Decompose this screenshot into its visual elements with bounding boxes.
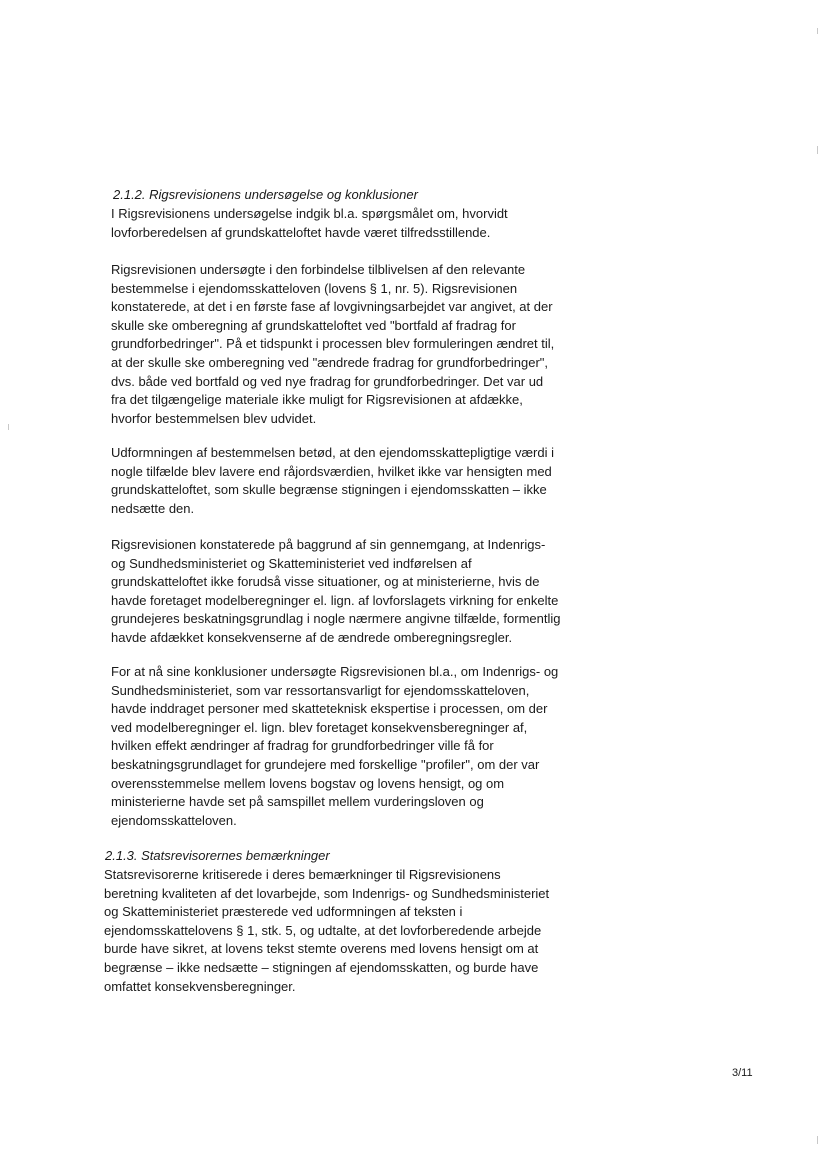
paragraph-3 bbox=[111, 444, 554, 518]
scan-mark bbox=[817, 1136, 818, 1144]
text-line: havde foretaget modelberegninger el. lign. af lovforslagets virkning for enkelte bbox=[111, 592, 559, 608]
text-line: nedsætte den. bbox=[111, 500, 195, 516]
paragraph-4 bbox=[111, 536, 560, 648]
text-line: Sundhedsministeriet, som var ressortansvarligt for ejendomsskatteloven, bbox=[111, 682, 530, 698]
page-number: 3/11 bbox=[732, 1067, 753, 1079]
text-line: hvorfor bestemmelsen blev udvidet. bbox=[111, 410, 317, 426]
text-line: at der skulle ske omberegning ved "ændrede fradrag for grundforbedringer", bbox=[111, 354, 549, 370]
text-line: Rigsrevisionen undersøgte i den forbindelse tilblivelsen af den relevante bbox=[111, 262, 526, 277]
scan-mark bbox=[817, 146, 818, 154]
text-line: burde have sikret, at lovens tekst stemte overens med lovens hensigt om at bbox=[104, 941, 539, 957]
text-line: ministerierne havde set på samspillet mellem vurderingsloven og bbox=[111, 794, 484, 810]
text-line: dvs. både ved bortfald og ved nye fradrag for grundforbedringer. Det var ud bbox=[111, 373, 544, 389]
text-line: beskatningsgrundlaget for grundejere med forskellige "profiler", om der var bbox=[111, 756, 540, 772]
section-heading-2-1-3: 2.1.3. Statsrevisorernes bemærkninger bbox=[105, 848, 330, 863]
paragraph-6 bbox=[104, 866, 549, 996]
text-line: grundskatteloftet ikke forudså visse situationer, og at ministerierne, hvis de bbox=[111, 574, 540, 590]
text-line: grundskatteloftet, som skulle begrænse stigningen i ejendomsskatten – ikke bbox=[111, 482, 547, 498]
scan-mark bbox=[8, 424, 9, 430]
text-line: For at nå sine konklusioner undersøgte Rigsrevisionen bl.a., om Indenrigs- og bbox=[111, 664, 559, 679]
text-line: Statsrevisorerne kritiserede i deres bemærkninger til Rigsrevisionens bbox=[104, 867, 501, 882]
text-line: og Sundhedsministeriet og Skatteministeriet ved indførelsen af bbox=[111, 555, 472, 571]
text-line: grundejeres beskatningsgrundlag i nogle nærmere angivne tilfælde, formentlig bbox=[111, 611, 561, 627]
paragraph-5 bbox=[111, 663, 558, 830]
text-line: og Skatteministeriet præsterede ved udformningen af teksten i bbox=[104, 904, 463, 920]
text-line: havde inddraget personer med skatteteknisk ekspertise i processen, om der bbox=[111, 701, 548, 717]
text-line: lovforberedelsen af grundskatteloftet havde været tilfredsstillende. bbox=[111, 224, 491, 240]
text-line: grundforbedringer". På et tidspunkt i processen blev formuleringen ændret til, bbox=[111, 336, 555, 352]
text-line: beretning kvaliteten af det lovarbejde, som Indenrigs- og Sundhedsministeriet bbox=[104, 885, 550, 901]
text-line: ejendomsskatteloven. bbox=[111, 812, 237, 828]
text-line: Rigsrevisionen konstaterede på baggrund af sin gennemgang, at Indenrigs- bbox=[111, 537, 546, 552]
text-line: omfattet konsekvensberegninger. bbox=[104, 978, 296, 994]
text-line: nogle tilfælde blev lavere end råjordsværdien, hvilket ikke var hensigten med bbox=[111, 463, 552, 479]
text-line: bestemmelse i ejendomsskatteloven (lovens § 1, nr. 5). Rigsrevisionen bbox=[111, 280, 518, 296]
text-line: hvilken effekt ændringer af fradrag for grundforbedringer ville få for bbox=[111, 738, 494, 754]
text-line: havde afdækket konsekvenserne af de ændrede omberegningsregler. bbox=[111, 629, 513, 645]
text-line: konstaterede, at det i en første fase af lovgivningsarbejdet var angivet, at der bbox=[111, 299, 553, 315]
text-line: ejendomsskattelovens § 1, stk. 5, og udtalte, at det lovforberedende arbejde bbox=[104, 922, 542, 938]
text-line: I Rigsrevisionens undersøgelse indgik bl.a. spørgsmålet om, hvorvidt bbox=[111, 206, 508, 221]
text-line: skulle ske omberegning af grundskatteloftet ved "bortfald af fradrag for bbox=[111, 317, 516, 333]
paragraph-1 bbox=[111, 205, 508, 242]
text-line: overensstemmelse mellem lovens bogstav og lovens hensigt, og om bbox=[111, 775, 505, 791]
text-line: fra det tilgængelige materiale ikke muligt for Rigsrevisionen at afdække, bbox=[111, 392, 523, 408]
scan-mark bbox=[817, 28, 818, 34]
section-heading-2-1-2: 2.1.2. Rigsrevisionens undersøgelse og konklusioner bbox=[113, 187, 418, 202]
paragraph-2 bbox=[111, 261, 554, 428]
text-line: begrænse – ikke nedsætte – stigningen af ejendomsskatten, og burde have bbox=[104, 959, 539, 975]
text-line: ved modelberegninger el. lign. blev foretaget konsekvensberegninger af, bbox=[111, 719, 528, 735]
text-line: Udformningen af bestemmelsen betød, at den ejendomsskattepligtige værdi i bbox=[111, 445, 554, 460]
